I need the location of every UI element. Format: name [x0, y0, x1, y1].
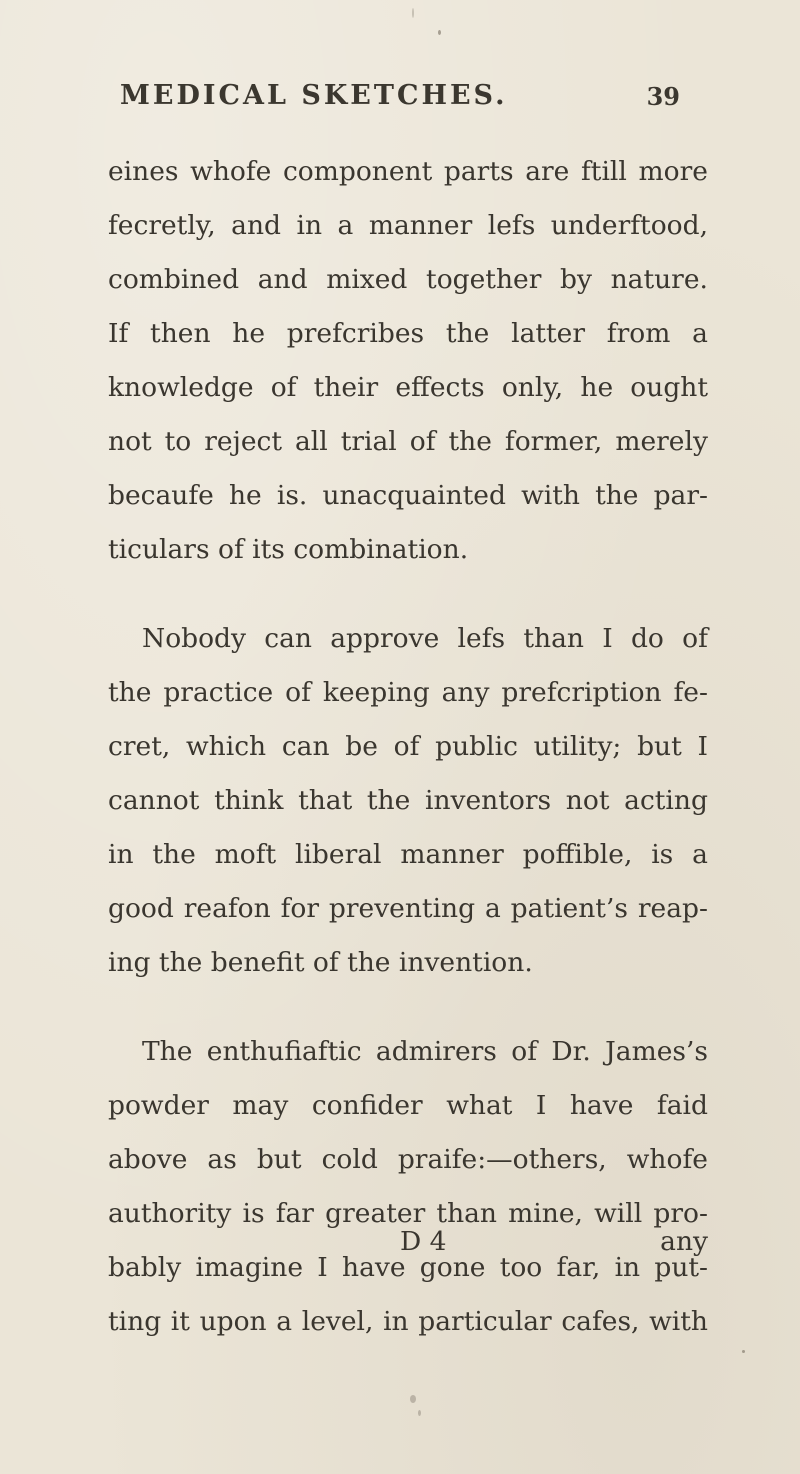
page-footer: [108, 1215, 708, 1269]
text-line: eines whofe component parts are ftill more: [108, 156, 708, 187]
text-line: cannot think that the inventors not acting: [108, 785, 708, 816]
text-line: cret, which can be of public utility; but I: [108, 731, 708, 762]
text-line: combined and mixed together by nature.: [108, 264, 708, 295]
text-line: in the moft liberal manner poffible, is a: [108, 839, 708, 870]
catchword: any: [660, 1226, 708, 1257]
paragraph-2: [108, 612, 708, 990]
page-header: [120, 80, 680, 120]
text-line: powder may confider what I have faid: [108, 1090, 708, 1121]
text-line: bably imagine I have gone too far, in put-: [108, 1252, 708, 1283]
text-line: The enthufiaftic admirers of Dr. James’s: [142, 1036, 708, 1067]
text-line: ting it upon a level, in particular cafes, with: [108, 1306, 708, 1337]
text-line: ticulars of its combination.: [108, 534, 469, 565]
running-head: MEDICAL SKETCHES.: [120, 80, 508, 111]
text-line: becaufe he is. unacquainted with the par-: [108, 480, 708, 511]
paragraph-3: [108, 1025, 708, 1349]
signature-mark: D 4: [400, 1226, 447, 1257]
text-line: the practice of keeping any prefcription fe-: [108, 677, 708, 708]
text-line: fecretly, and in a manner lefs underftood,: [108, 210, 708, 241]
text-line: If then he prefcribes the latter from a: [108, 318, 708, 349]
text-line: authority is far greater than mine, will pro-: [108, 1198, 708, 1229]
text-line: knowledge of their effects only, he ought: [108, 372, 708, 403]
page-number: 39: [646, 82, 680, 111]
body-text: [108, 145, 708, 1349]
text-line: good reafon for preventing a patient’s reap-: [108, 893, 708, 924]
text-line: above as but cold praife:—others, whofe: [108, 1144, 708, 1175]
text-line: ing the benefit of the invention.: [108, 947, 533, 978]
text-line: Nobody can approve lefs than I do of: [142, 623, 708, 654]
paragraph-1: [108, 145, 708, 577]
text-line: not to reject all trial of the former, merely: [108, 426, 708, 457]
